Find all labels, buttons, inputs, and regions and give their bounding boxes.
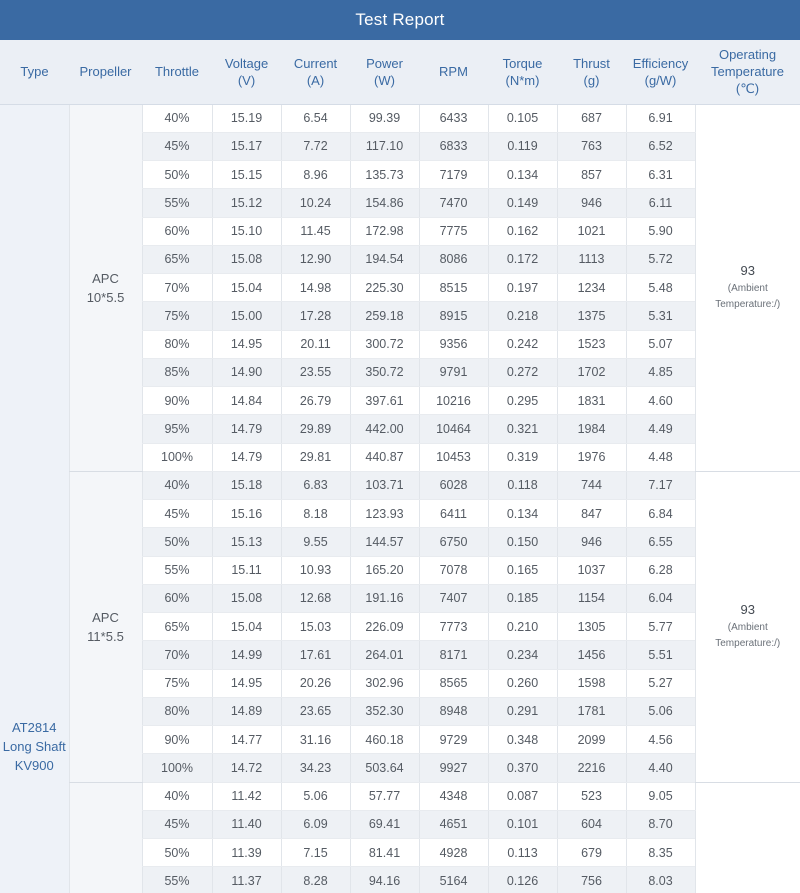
table-row: [0, 782, 800, 810]
throttle-cell: 45%: [142, 500, 212, 528]
thrust-cell: 1037: [557, 556, 626, 584]
rpm-cell: 4928: [419, 839, 488, 867]
voltage-cell: 14.72: [212, 754, 281, 782]
rpm-cell: 10464: [419, 415, 488, 443]
current-cell: 8.18: [281, 500, 350, 528]
power-cell: 226.09: [350, 613, 419, 641]
current-cell: 6.83: [281, 471, 350, 499]
power-cell: 81.41: [350, 839, 419, 867]
voltage-cell: 14.79: [212, 415, 281, 443]
power-cell: 135.73: [350, 161, 419, 189]
efficiency-cell: 6.28: [626, 556, 695, 584]
torque-cell: 0.218: [488, 302, 557, 330]
rpm-cell: 9791: [419, 358, 488, 386]
rpm-cell: 4348: [419, 782, 488, 810]
temperature-note: Temperature:/): [715, 637, 781, 649]
type-cell: [0, 104, 69, 893]
rpm-cell: 8565: [419, 669, 488, 697]
propeller-cell: [69, 104, 142, 471]
rpm-cell: 9927: [419, 754, 488, 782]
thrust-cell: 2099: [557, 726, 626, 754]
torque-cell: 0.197: [488, 274, 557, 302]
efficiency-cell: 6.31: [626, 161, 695, 189]
rpm-cell: 4651: [419, 810, 488, 838]
power-cell: 99.39: [350, 104, 419, 132]
rpm-cell: 8086: [419, 245, 488, 273]
torque-cell: 0.126: [488, 867, 557, 893]
thrust-cell: 1598: [557, 669, 626, 697]
efficiency-cell: 8.70: [626, 810, 695, 838]
voltage-cell: 15.12: [212, 189, 281, 217]
propeller-cell: [69, 782, 142, 893]
power-cell: 94.16: [350, 867, 419, 893]
type-line: Long Shaft: [2, 738, 66, 754]
power-cell: 117.10: [350, 132, 419, 160]
rpm-cell: 8515: [419, 274, 488, 302]
header-throttle: Throttle: [142, 40, 212, 104]
power-cell: 154.86: [350, 189, 419, 217]
rpm-cell: 8948: [419, 697, 488, 725]
efficiency-cell: 9.05: [626, 782, 695, 810]
voltage-cell: 15.10: [212, 217, 281, 245]
current-cell: 10.93: [281, 556, 350, 584]
throttle-cell: 50%: [142, 528, 212, 556]
thrust-cell: 946: [557, 189, 626, 217]
power-cell: 123.93: [350, 500, 419, 528]
thrust-cell: 1523: [557, 330, 626, 358]
voltage-cell: 15.19: [212, 104, 281, 132]
current-cell: 29.81: [281, 443, 350, 471]
header-thrust: Thrust (g): [557, 40, 626, 104]
power-cell: 191.16: [350, 584, 419, 612]
throttle-cell: 75%: [142, 669, 212, 697]
throttle-cell: 40%: [142, 104, 212, 132]
throttle-cell: 60%: [142, 584, 212, 612]
rpm-cell: 7773: [419, 613, 488, 641]
current-cell: 20.26: [281, 669, 350, 697]
throttle-cell: 45%: [142, 132, 212, 160]
power-cell: 350.72: [350, 358, 419, 386]
torque-cell: 0.118: [488, 471, 557, 499]
header-torque: Torque (N*m): [488, 40, 557, 104]
test-data-table: [0, 40, 800, 893]
voltage-cell: 11.42: [212, 782, 281, 810]
throttle-cell: 55%: [142, 867, 212, 893]
thrust-cell: 857: [557, 161, 626, 189]
thrust-cell: 1113: [557, 245, 626, 273]
efficiency-cell: 8.03: [626, 867, 695, 893]
thrust-cell: 847: [557, 500, 626, 528]
efficiency-cell: 5.90: [626, 217, 695, 245]
current-cell: 8.28: [281, 867, 350, 893]
power-cell: 352.30: [350, 697, 419, 725]
efficiency-cell: 5.72: [626, 245, 695, 273]
efficiency-cell: 6.04: [626, 584, 695, 612]
efficiency-cell: 6.52: [626, 132, 695, 160]
throttle-cell: 45%: [142, 810, 212, 838]
throttle-cell: 95%: [142, 415, 212, 443]
thrust-cell: 687: [557, 104, 626, 132]
thrust-cell: 1781: [557, 697, 626, 725]
efficiency-cell: 5.07: [626, 330, 695, 358]
efficiency-cell: 4.60: [626, 387, 695, 415]
voltage-cell: 11.40: [212, 810, 281, 838]
throttle-cell: 90%: [142, 387, 212, 415]
torque-cell: 0.319: [488, 443, 557, 471]
rpm-cell: 9356: [419, 330, 488, 358]
table-row: [0, 104, 800, 132]
voltage-cell: 15.04: [212, 613, 281, 641]
temperature-value: 93: [740, 601, 755, 617]
header-propeller: Propeller: [69, 40, 142, 104]
torque-cell: 0.185: [488, 584, 557, 612]
rpm-cell: 8171: [419, 641, 488, 669]
efficiency-cell: 4.40: [626, 754, 695, 782]
current-cell: 7.72: [281, 132, 350, 160]
temperature-note: (Ambient: [727, 282, 768, 294]
rpm-cell: 6028: [419, 471, 488, 499]
thrust-cell: 1154: [557, 584, 626, 612]
power-cell: 300.72: [350, 330, 419, 358]
current-cell: 31.16: [281, 726, 350, 754]
voltage-cell: 15.00: [212, 302, 281, 330]
efficiency-cell: 5.06: [626, 697, 695, 725]
throttle-cell: 55%: [142, 556, 212, 584]
power-cell: 69.41: [350, 810, 419, 838]
torque-cell: 0.162: [488, 217, 557, 245]
propeller-line: 10*5.5: [86, 289, 125, 305]
efficiency-cell: 4.48: [626, 443, 695, 471]
torque-cell: 0.321: [488, 415, 557, 443]
current-cell: 10.24: [281, 189, 350, 217]
power-cell: 503.64: [350, 754, 419, 782]
throttle-cell: 100%: [142, 754, 212, 782]
power-cell: 194.54: [350, 245, 419, 273]
operating-temperature-cell: [695, 471, 800, 782]
thrust-cell: 744: [557, 471, 626, 499]
power-cell: 259.18: [350, 302, 419, 330]
type-line: AT2814: [11, 719, 57, 735]
torque-cell: 0.348: [488, 726, 557, 754]
header-rpm: RPM: [419, 40, 488, 104]
thrust-cell: 1702: [557, 358, 626, 386]
current-cell: 8.96: [281, 161, 350, 189]
type-line: KV900: [14, 757, 54, 773]
current-cell: 15.03: [281, 613, 350, 641]
throttle-cell: 50%: [142, 839, 212, 867]
rpm-cell: 8915: [419, 302, 488, 330]
voltage-cell: 14.79: [212, 443, 281, 471]
current-cell: 11.45: [281, 217, 350, 245]
header-current: Current (A): [281, 40, 350, 104]
thrust-cell: 1831: [557, 387, 626, 415]
voltage-cell: 14.84: [212, 387, 281, 415]
torque-cell: 0.149: [488, 189, 557, 217]
torque-cell: 0.087: [488, 782, 557, 810]
power-cell: 264.01: [350, 641, 419, 669]
throttle-cell: 40%: [142, 471, 212, 499]
efficiency-cell: 6.84: [626, 500, 695, 528]
thrust-cell: 604: [557, 810, 626, 838]
voltage-cell: 15.11: [212, 556, 281, 584]
torque-cell: 0.370: [488, 754, 557, 782]
throttle-cell: 80%: [142, 697, 212, 725]
current-cell: 6.54: [281, 104, 350, 132]
torque-cell: 0.150: [488, 528, 557, 556]
throttle-cell: 80%: [142, 330, 212, 358]
torque-cell: 0.234: [488, 641, 557, 669]
efficiency-cell: 4.49: [626, 415, 695, 443]
current-cell: 12.68: [281, 584, 350, 612]
temperature-value: 93: [740, 262, 755, 278]
current-cell: 23.55: [281, 358, 350, 386]
rpm-cell: 7179: [419, 161, 488, 189]
thrust-cell: 763: [557, 132, 626, 160]
power-cell: 144.57: [350, 528, 419, 556]
temperature-note: Temperature:/): [715, 298, 781, 310]
thrust-cell: 1456: [557, 641, 626, 669]
thrust-cell: 1305: [557, 613, 626, 641]
voltage-cell: 15.08: [212, 584, 281, 612]
throttle-cell: 40%: [142, 782, 212, 810]
operating-temperature-cell: [695, 782, 800, 893]
thrust-cell: 679: [557, 839, 626, 867]
current-cell: 9.55: [281, 528, 350, 556]
torque-cell: 0.113: [488, 839, 557, 867]
header-power: Power (W): [350, 40, 419, 104]
header-efficiency: Efficiency (g/W): [626, 40, 695, 104]
power-cell: 172.98: [350, 217, 419, 245]
voltage-cell: 15.08: [212, 245, 281, 273]
voltage-cell: 11.39: [212, 839, 281, 867]
thrust-cell: 946: [557, 528, 626, 556]
efficiency-cell: 4.56: [626, 726, 695, 754]
power-cell: 397.61: [350, 387, 419, 415]
throttle-cell: 70%: [142, 274, 212, 302]
throttle-cell: 50%: [142, 161, 212, 189]
voltage-cell: 15.17: [212, 132, 281, 160]
throttle-cell: 85%: [142, 358, 212, 386]
voltage-cell: 14.90: [212, 358, 281, 386]
torque-cell: 0.210: [488, 613, 557, 641]
efficiency-cell: 4.85: [626, 358, 695, 386]
rpm-cell: 6411: [419, 500, 488, 528]
voltage-cell: 14.77: [212, 726, 281, 754]
voltage-cell: 15.18: [212, 471, 281, 499]
current-cell: 5.06: [281, 782, 350, 810]
voltage-cell: 15.13: [212, 528, 281, 556]
rpm-cell: 10216: [419, 387, 488, 415]
power-cell: 57.77: [350, 782, 419, 810]
efficiency-cell: 8.35: [626, 839, 695, 867]
header-voltage: Voltage (V): [212, 40, 281, 104]
voltage-cell: 14.89: [212, 697, 281, 725]
thrust-cell: 1021: [557, 217, 626, 245]
current-cell: 7.15: [281, 839, 350, 867]
throttle-cell: 100%: [142, 443, 212, 471]
voltage-cell: 15.16: [212, 500, 281, 528]
thrust-cell: 1375: [557, 302, 626, 330]
torque-cell: 0.260: [488, 669, 557, 697]
efficiency-cell: 5.27: [626, 669, 695, 697]
rpm-cell: 6833: [419, 132, 488, 160]
throttle-cell: 65%: [142, 245, 212, 273]
efficiency-cell: 5.31: [626, 302, 695, 330]
rpm-cell: 7470: [419, 189, 488, 217]
thrust-cell: 523: [557, 782, 626, 810]
torque-cell: 0.101: [488, 810, 557, 838]
throttle-cell: 90%: [142, 726, 212, 754]
throttle-cell: 70%: [142, 641, 212, 669]
header-operating-temperature: Operating Temperature (℃): [695, 40, 800, 104]
efficiency-cell: 7.17: [626, 471, 695, 499]
voltage-cell: 14.95: [212, 669, 281, 697]
propeller-line: 11*5.5: [87, 628, 124, 644]
power-cell: 440.87: [350, 443, 419, 471]
torque-cell: 0.134: [488, 500, 557, 528]
current-cell: 26.79: [281, 387, 350, 415]
operating-temperature-cell: [695, 104, 800, 471]
torque-cell: 0.295: [488, 387, 557, 415]
throttle-cell: 55%: [142, 189, 212, 217]
rpm-cell: 6433: [419, 104, 488, 132]
efficiency-cell: 5.48: [626, 274, 695, 302]
voltage-cell: 14.99: [212, 641, 281, 669]
torque-cell: 0.119: [488, 132, 557, 160]
thrust-cell: 756: [557, 867, 626, 893]
rpm-cell: 10453: [419, 443, 488, 471]
throttle-cell: 75%: [142, 302, 212, 330]
torque-cell: 0.272: [488, 358, 557, 386]
efficiency-cell: 6.91: [626, 104, 695, 132]
torque-cell: 0.134: [488, 161, 557, 189]
rpm-cell: 7775: [419, 217, 488, 245]
torque-cell: 0.242: [488, 330, 557, 358]
efficiency-cell: 5.77: [626, 613, 695, 641]
thrust-cell: 1984: [557, 415, 626, 443]
thrust-cell: 1976: [557, 443, 626, 471]
header-row: [0, 40, 800, 104]
current-cell: 34.23: [281, 754, 350, 782]
power-cell: 103.71: [350, 471, 419, 499]
efficiency-cell: 6.11: [626, 189, 695, 217]
power-cell: 460.18: [350, 726, 419, 754]
current-cell: 29.89: [281, 415, 350, 443]
throttle-cell: 65%: [142, 613, 212, 641]
power-cell: 165.20: [350, 556, 419, 584]
efficiency-cell: 5.51: [626, 641, 695, 669]
current-cell: 23.65: [281, 697, 350, 725]
power-cell: 302.96: [350, 669, 419, 697]
current-cell: 6.09: [281, 810, 350, 838]
current-cell: 17.28: [281, 302, 350, 330]
torque-cell: 0.165: [488, 556, 557, 584]
propeller-cell: [69, 471, 142, 782]
torque-cell: 0.105: [488, 104, 557, 132]
table-body: [0, 104, 800, 893]
efficiency-cell: 6.55: [626, 528, 695, 556]
voltage-cell: 14.95: [212, 330, 281, 358]
current-cell: 12.90: [281, 245, 350, 273]
voltage-cell: 15.15: [212, 161, 281, 189]
header-type: Type: [0, 40, 69, 104]
rpm-cell: 9729: [419, 726, 488, 754]
rpm-cell: 7407: [419, 584, 488, 612]
rpm-cell: 7078: [419, 556, 488, 584]
propeller-line: APC: [92, 270, 119, 286]
torque-cell: 0.172: [488, 245, 557, 273]
torque-cell: 0.291: [488, 697, 557, 725]
voltage-cell: 15.04: [212, 274, 281, 302]
table-row: [0, 471, 800, 499]
power-cell: 225.30: [350, 274, 419, 302]
throttle-cell: 60%: [142, 217, 212, 245]
power-cell: 442.00: [350, 415, 419, 443]
current-cell: 14.98: [281, 274, 350, 302]
report-title: Test Report: [0, 0, 800, 40]
current-cell: 20.11: [281, 330, 350, 358]
thrust-cell: 2216: [557, 754, 626, 782]
thrust-cell: 1234: [557, 274, 626, 302]
voltage-cell: 11.37: [212, 867, 281, 893]
propeller-line: APC: [92, 609, 119, 625]
temperature-note: (Ambient: [727, 621, 768, 633]
rpm-cell: 5164: [419, 867, 488, 893]
current-cell: 17.61: [281, 641, 350, 669]
rpm-cell: 6750: [419, 528, 488, 556]
